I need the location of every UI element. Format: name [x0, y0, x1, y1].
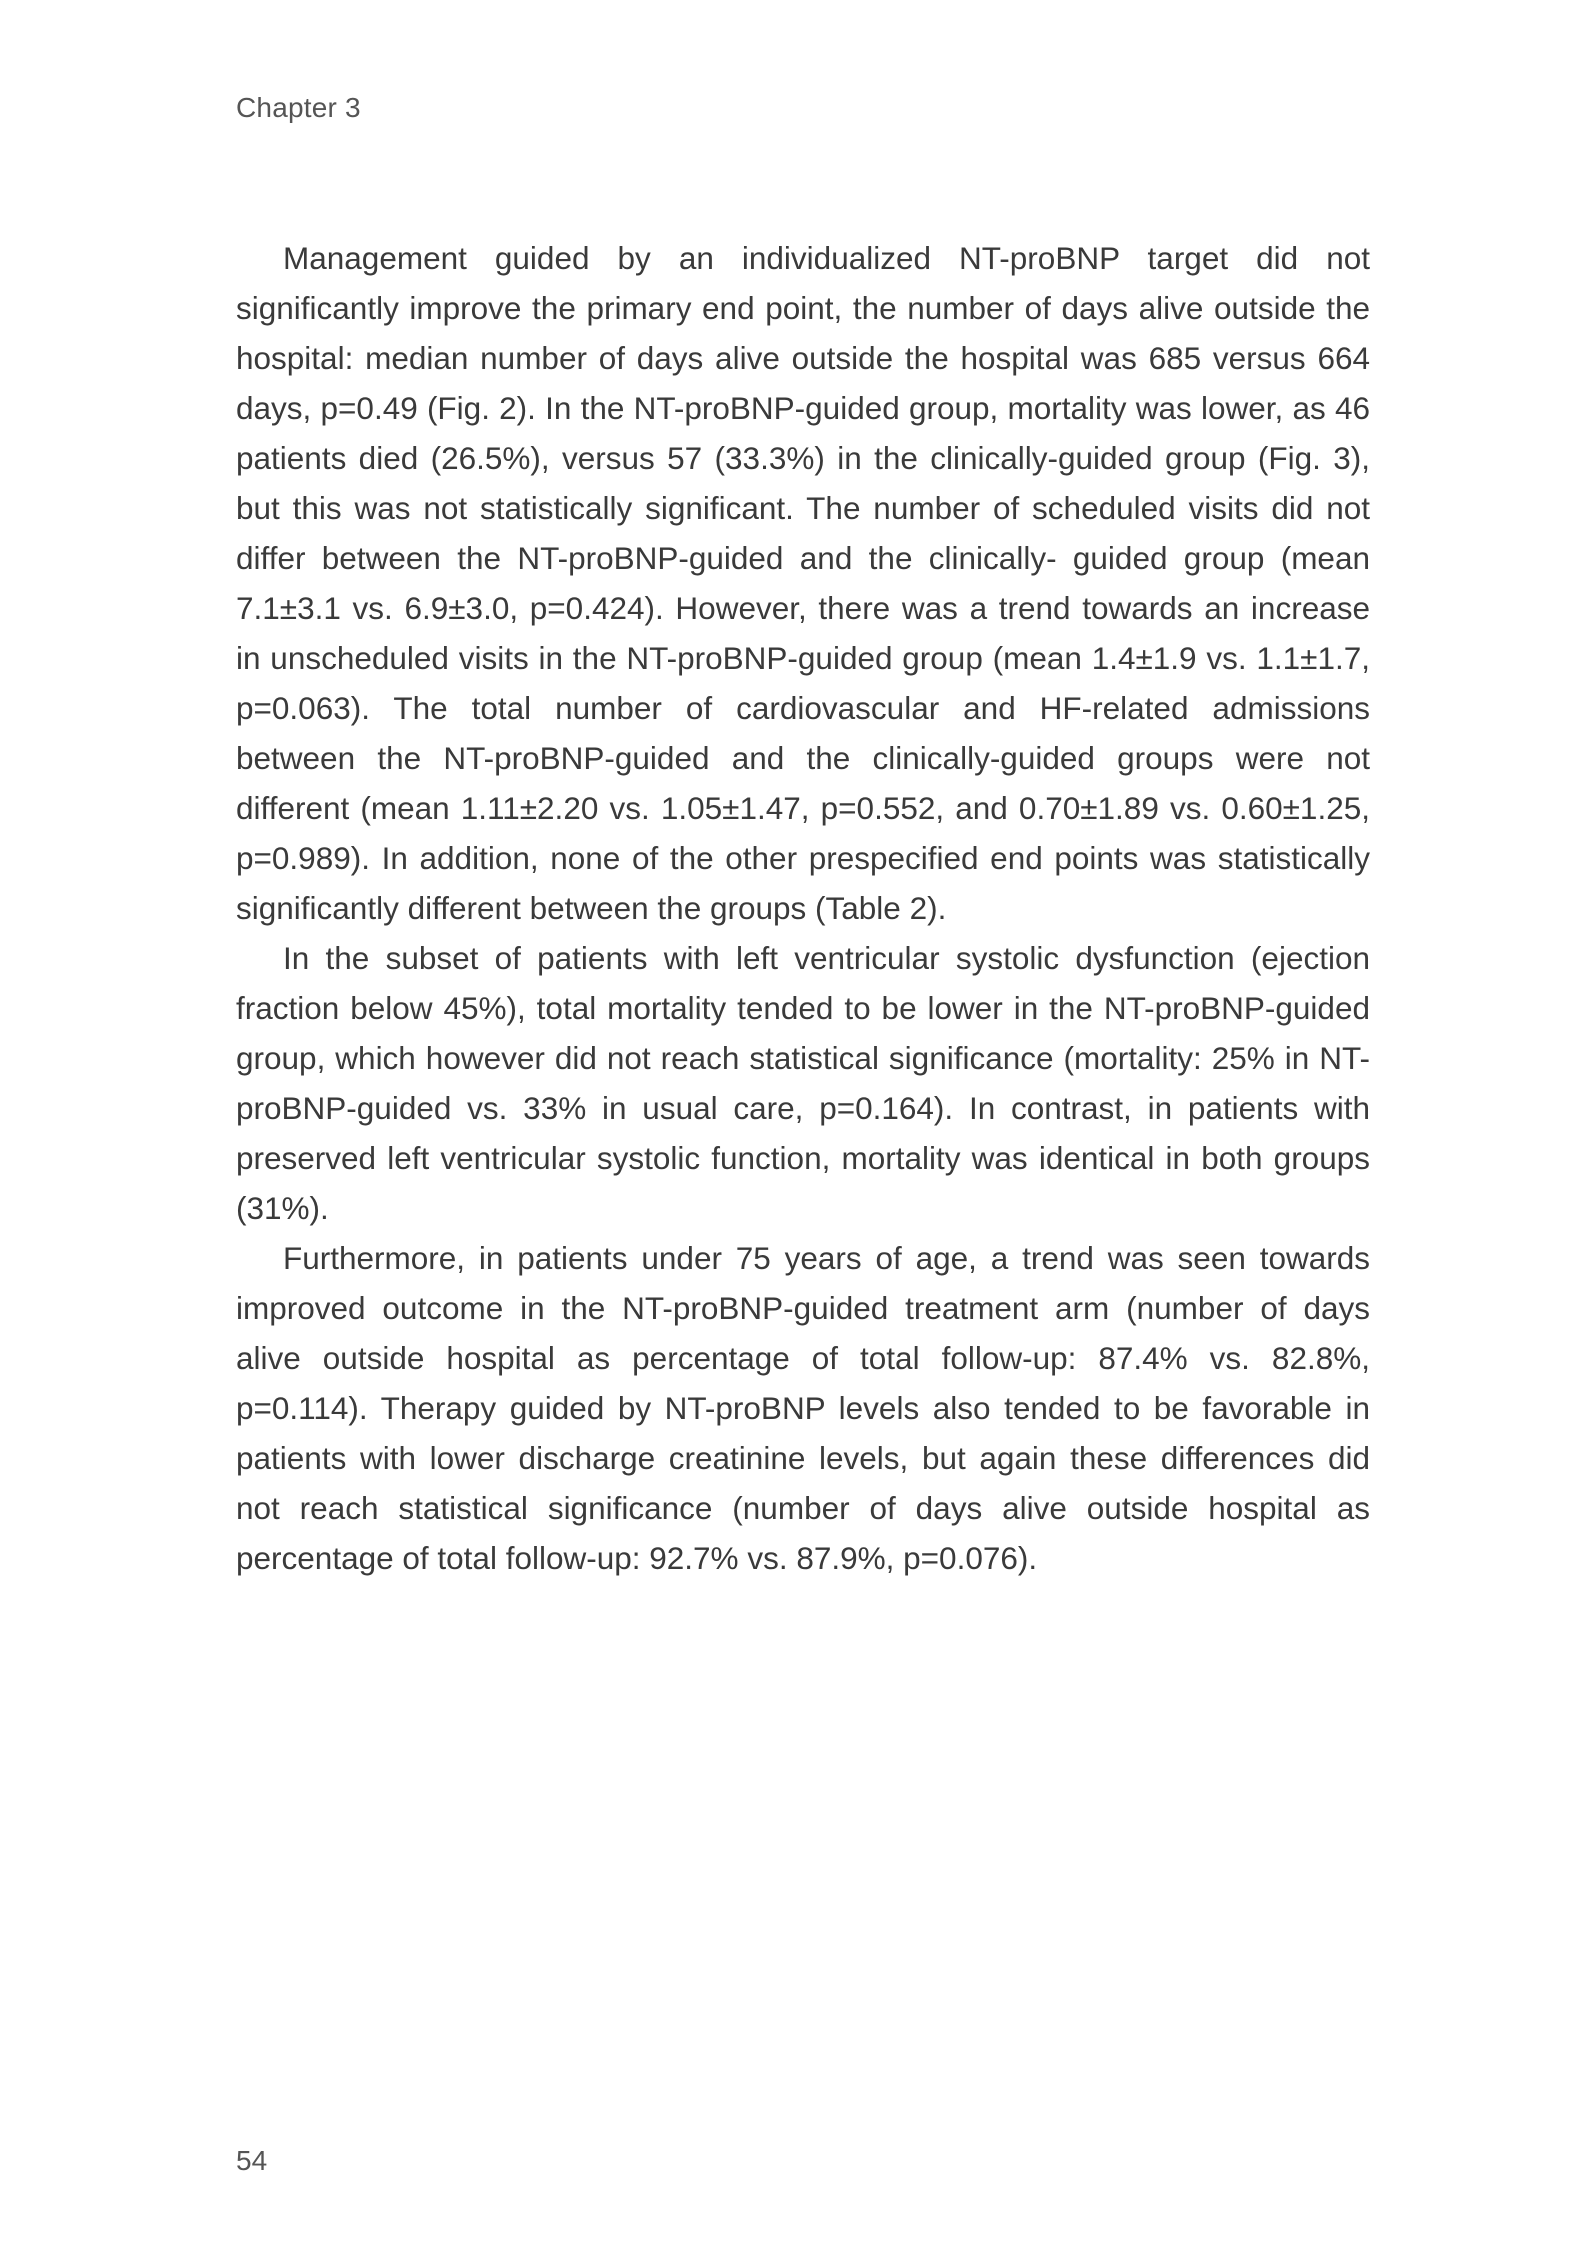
body-text [236, 233, 1370, 1583]
page-number: 54 [236, 2145, 268, 2176]
paragraph-lv-dysfunction-subset: In the subset of patients with left ventricular systolic dysfunction (ejection fraction below 45%), total mortality tended to be lower in the NT-proBNP-guided group, which however did not reach statistical significance (mortality: 25% in NT-proBNP-guided vs. 33% in usual care, p=0.164). In contrast, in patients with preserved left ventricular systolic function, mortality was identical in both groups (31%). [236, 940, 1370, 1226]
paragraph-primary-endpoint: Management guided by an individualized NT-proBNP target did not significantly improve the primary end point, the number of days alive outside the hospital: median number of days alive outside the hospital was 685 versus 664 days, p=0.49 (Fig. 2). In the NT-proBNP-guided group, mortality was lower, as 46 patients died (26.5%), versus 57 (33.3%) in the clinically-guided group (Fig. 3), but this was not statistically significant. The number of scheduled visits did not differ between the NT-proBNP-guided and the clinically- guided group (mean 7.1±3.1 vs. 6.9±3.0, p=0.424). However, there was a trend towards an increase in unscheduled visits in the NT-proBNP-guided group (mean 1.4±1.9 vs. 1.1±1.7, p=0.063). The total number of cardiovascular and HF-related admissions between the NT-proBNP-guided and the clinically-guided groups were not different (mean 1.11±2.20 vs. 1.05±1.47, p=0.552, and 0.70±1.89 vs. 0.60±1.25, p=0.989). In addition, none of the other prespecified end points was statistically significantly different between the groups (Table 2). [236, 240, 1370, 926]
running-head: Chapter 3 [236, 92, 361, 123]
paragraph-age-subgroup: Furthermore, in patients under 75 years of age, a trend was seen towards improved outcome in the NT-proBNP-guided treatment arm (number of days alive outside hospital as percentage of total follow-up: 87.4% vs. 82.8%, p=0.114). Therapy guided by NT-proBNP levels also tended to be favorable in patients with lower discharge creatinine levels, but again these differences did not reach statistical significance (number of days alive outside hospital as percentage of total follow-up: 92.7% vs. 87.9%, p=0.076). [236, 1240, 1370, 1576]
